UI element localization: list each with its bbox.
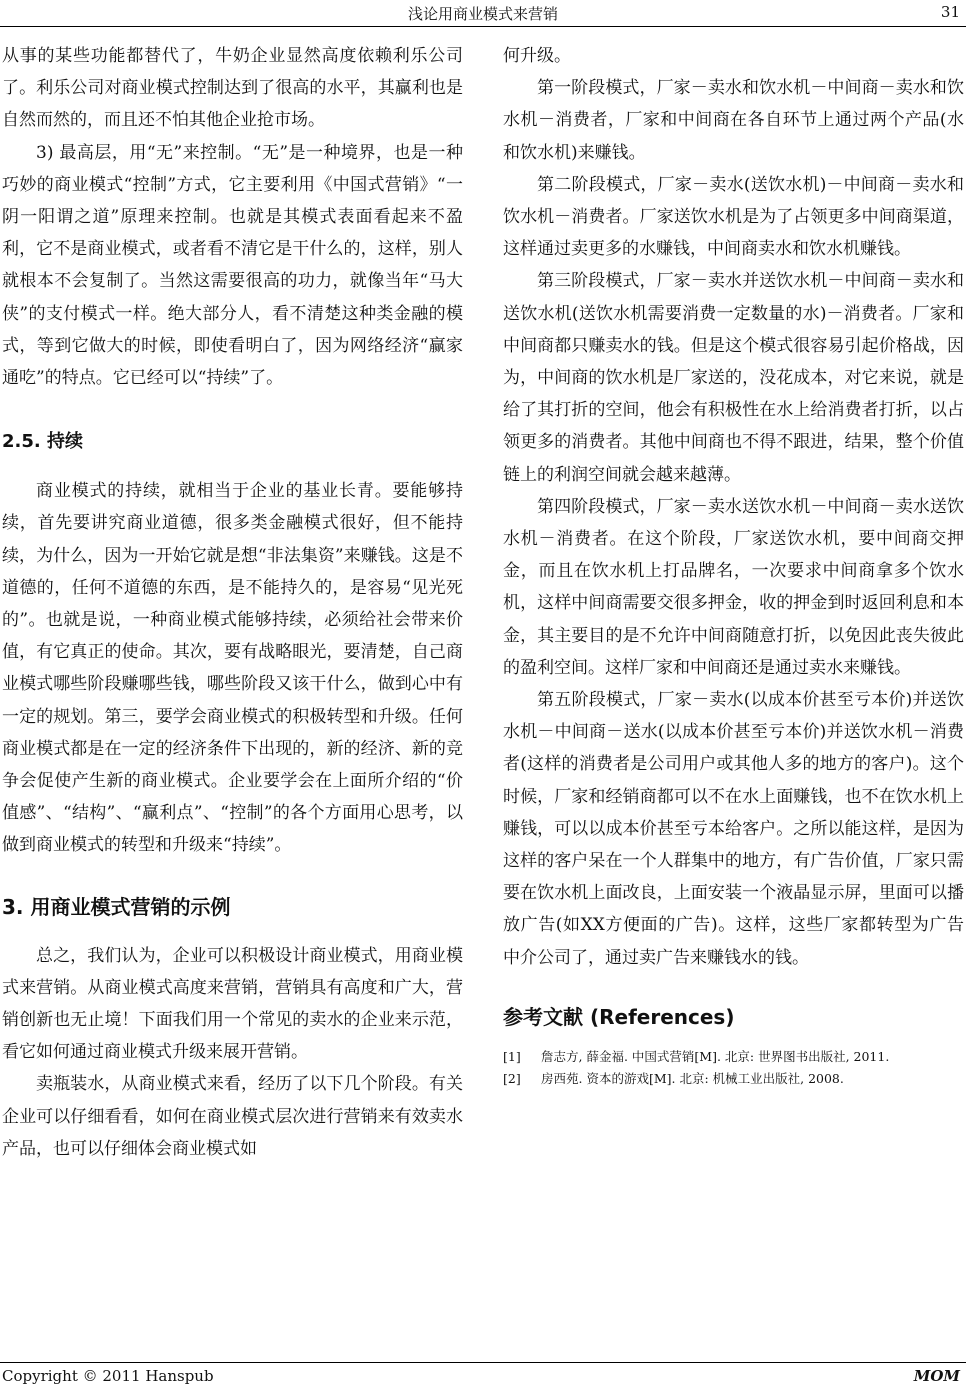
paragraph: 总之，我们认为，企业可以积极设计商业模式，用商业模式来营销。从商业模式高度来营销，营销具有高度和广大，营销创新也无止境！下面我们用一个常见的卖水的企业来示范，看它如何通过商业模式升级来展开营销。 (2, 945, 463, 1063)
copyright-notice: Copyright © 2011 Hanspub (2, 1367, 214, 1385)
paragraph: 从事的某些功能都替代了，牛奶企业显然高度依赖利乐公司了。利乐公司对商业模式控制达到了很高的水平，其赢利也是自然而然的，而且还不怕其他企业抢市场。 (2, 46, 463, 131)
right-column (503, 40, 964, 1092)
section-heading: 3. 用商业模式营销的示例 (2, 894, 231, 919)
page-header (0, 0, 966, 26)
reference-number: [1] (503, 1048, 521, 1064)
running-title: 浅论用商业模式来营销 (407, 5, 558, 23)
page-number: 31 (940, 3, 960, 21)
reference-text: 詹志方, 薛金福. 中国式营销[M]. 北京: 世界图书出版社, 2011. (541, 1048, 890, 1064)
paragraph: 3) 最高层，用“无”来控制。“无”是一种境界，也是一种巧妙的商业模式“控制”方式，它主要利用《中国式营销》“一阴一阳谓之道”原理来控制。也就是其模式表面看起来不盈利，它不是商业模式，或者看不清它是干什么的，这样，别人就根本不会复制了。当然这需要很高的功力，就像当年“马大侠”的支付模式一样。绝大部分人，看不清楚这种类金融的模式，等到它做大的时候，即使看明白了，因为网络经济“赢家通吃”的特点。它已经可以“持续”了。 (2, 142, 463, 389)
references-heading: 参考文献 (References) (503, 1004, 735, 1029)
paragraph: 第五阶段模式，厂家－卖水(以成本价甚至亏本价)并送饮水机－中间商－送水(以成本价甚至亏本价)并送饮水机－消费者(这样的消费者是公司用户或其他人多的地方的客户)。这个时候，厂家和经销商都可以不在水上面赚钱，也不在饮水机上赚钱，可以以成本价甚至亏本给客户。之所以能这样，是因为这样的客户呆在一个人群集中的地方，有广告价值，厂家只需要在饮水机上面改良，上面安装一个液晶显示屏，里面可以播放广告(如XX方便面的广告)。这样，这些厂家都转型为广告中介公司了，通过卖广告来赚钱水的钱。 (503, 690, 964, 968)
reference-text: 房西苑. 资本的游戏[M]. 北京: 机械工业出版社, 2008. (541, 1070, 844, 1086)
reference-item (503, 1048, 964, 1066)
paragraph: 第四阶段模式，厂家－卖水送饮水机－中间商－卖水送饮水机－消费者。在这个阶段，厂家送饮水机，要中间商交押金，而且在饮水机上打品牌名，一次要求中间商拿多个饮水机，这样中间商需要交很多押金，收的押金到时返回利息和本金，其主要目的是不允许中间商随意打折，以免因此丧失彼此的盈利空间。这样厂家和中间商还是通过卖水来赚钱。 (503, 496, 964, 678)
paragraph: 第一阶段模式，厂家－卖水和饮水机－中间商－卖水和饮水机－消费者，厂家和中间商在各自环节上通过两个产品(水和饮水机)来赚钱。 (503, 78, 964, 163)
journal-mark: MOM (913, 1367, 960, 1385)
reference-number: [2] (503, 1070, 521, 1086)
paragraph: 卖瓶装水，从商业模式来看，经历了以下几个阶段。有关企业可以仔细看看，如何在商业模式层次进行营销来有效卖水产品，也可以仔细体会商业模式如 (2, 1074, 463, 1159)
paragraph: 第三阶段模式，厂家－卖水并送饮水机－中间商－卖水和送饮水机(送饮水机需要消费一定数量的水)－消费者。厂家和中间商都只赚卖水的钱。但是这个模式很容易引起价格战，因为，中间商的饮水机是厂家送的，没花成本，对它来说，就是给了其打折的空间，他会有积极性在水上给消费者打折，以占领更多的消费者。其他中间商也不得不跟进，结果，整个价值链上的利润空间就会越来越薄。 (503, 271, 964, 485)
paragraph: 何升级。 (503, 46, 571, 66)
reference-item (503, 1070, 964, 1088)
page-footer (0, 1362, 966, 1384)
section-heading: 2.5. 持续 (2, 431, 83, 453)
reference-list (503, 1048, 964, 1088)
header-rule (0, 26, 966, 27)
paragraph: 第二阶段模式，厂家－卖水(送饮水机)－中间商－卖水和饮水机－消费者。厂家送饮水机是为了占领更多中间商渠道，这样通过卖更多的水赚钱，中间商卖水和饮水机赚钱。 (503, 174, 964, 260)
left-column (2, 40, 463, 1165)
footer-rule (0, 1362, 966, 1363)
paragraph: 商业模式的持续，就相当于企业的基业长青。要能够持续，首先要讲究商业道德，很多类金融模式很好，但不能持续，为什么，因为一开始它就是想“非法集资”来赚钱。这是不道德的，任何不道德的东西，是不能持久的，是容易“见光死的”。也就是说，一种商业模式能够持续，必须给社会带来价值，有它真正的使命。其次，要有战略眼光，要清楚，自己商业模式哪些阶段赚哪些钱，哪些阶段又该干什么，做到心中有一定的规划。第三，要学会商业模式的积极转型和升级。任何商业模式都是在一定的经济条件下出现的，新的经济、新的竞争会促使产生新的商业模式。企业要学会在上面所介绍的“价值感”、“结构”、“赢利点”、“控制”的各个方面用心思考，以做到商业模式的转型和升级来“持续”。 (2, 481, 463, 856)
